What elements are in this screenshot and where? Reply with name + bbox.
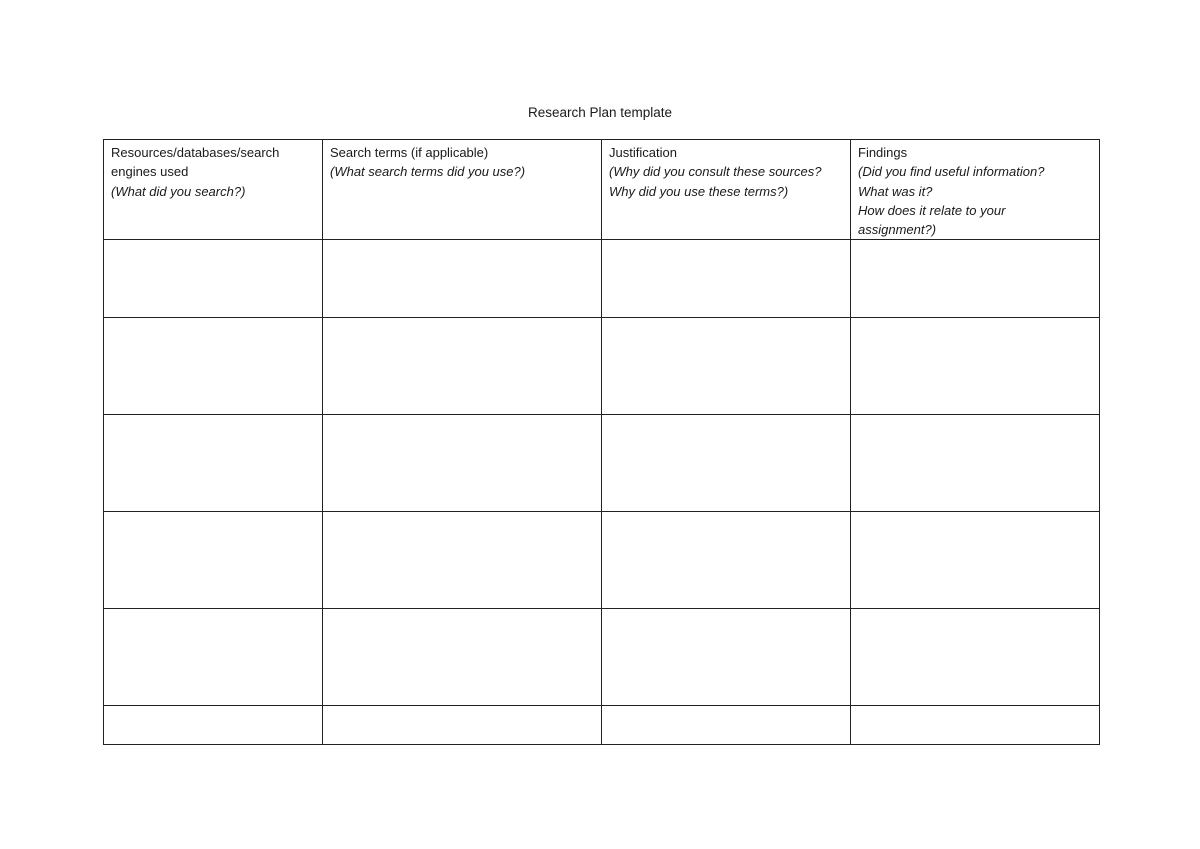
table-cell-search-terms[interactable]	[323, 512, 602, 609]
table-row	[104, 609, 1100, 706]
table-cell-search-terms[interactable]	[323, 415, 602, 512]
header-findings-question-line-2: What was it?	[858, 183, 933, 199]
header-findings-title-line-1: Findings	[858, 145, 908, 160]
document-title: Research Plan template	[527, 105, 673, 120]
table-cell-resources[interactable]	[104, 609, 323, 706]
table-cell-justification[interactable]	[602, 706, 851, 745]
table-cell-justification[interactable]	[602, 318, 851, 415]
header-resources-question-line-1: (What did you search?)	[111, 183, 246, 199]
research-plan-table	[103, 139, 1100, 745]
table-row	[104, 415, 1100, 512]
table-row	[104, 240, 1100, 318]
table-cell-findings[interactable]	[851, 609, 1100, 706]
header-justification	[602, 140, 851, 240]
header-findings	[851, 140, 1100, 240]
header-resources-title-line-2: engines used	[111, 164, 189, 180]
table-cell-resources[interactable]	[104, 512, 323, 609]
header-search-terms-question-line-1: (What search terms did you use?)	[330, 164, 526, 180]
table-header-row	[104, 140, 1100, 240]
table-cell-search-terms[interactable]	[323, 706, 602, 745]
table-cell-resources[interactable]	[104, 415, 323, 512]
table-cell-justification[interactable]	[602, 512, 851, 609]
table-cell-search-terms[interactable]	[323, 240, 602, 318]
table-cell-search-terms[interactable]	[323, 318, 602, 415]
table-row	[104, 512, 1100, 609]
table-cell-findings[interactable]	[851, 415, 1100, 512]
table-cell-resources[interactable]	[104, 706, 323, 745]
header-findings-question-line-3: How does it relate to your	[858, 202, 1006, 218]
header-search-terms-title-line-1: Search terms (if applicable)	[330, 145, 489, 160]
table-row	[104, 318, 1100, 415]
header-search-terms	[323, 140, 602, 240]
table-row	[104, 706, 1100, 745]
header-resources-title-line-1: Resources/databases/search	[111, 145, 280, 160]
header-justification-question-line-2: Why did you use these terms?)	[609, 183, 789, 199]
table-cell-justification[interactable]	[602, 240, 851, 318]
header-justification-title-line-1: Justification	[609, 145, 677, 160]
table-cell-justification[interactable]	[602, 609, 851, 706]
header-resources	[104, 140, 323, 240]
table-cell-search-terms[interactable]	[323, 609, 602, 706]
table-cell-resources[interactable]	[104, 240, 323, 318]
header-findings-question-line-1: (Did you find useful information?	[858, 164, 1045, 180]
table-cell-findings[interactable]	[851, 706, 1100, 745]
header-findings-question-line-4: assignment?)	[858, 222, 937, 238]
table-cell-findings[interactable]	[851, 240, 1100, 318]
header-justification-question-line-1: (Why did you consult these sources?	[609, 164, 822, 180]
table-cell-findings[interactable]	[851, 318, 1100, 415]
table-cell-resources[interactable]	[104, 318, 323, 415]
table-cell-findings[interactable]	[851, 512, 1100, 609]
table-cell-justification[interactable]	[602, 415, 851, 512]
